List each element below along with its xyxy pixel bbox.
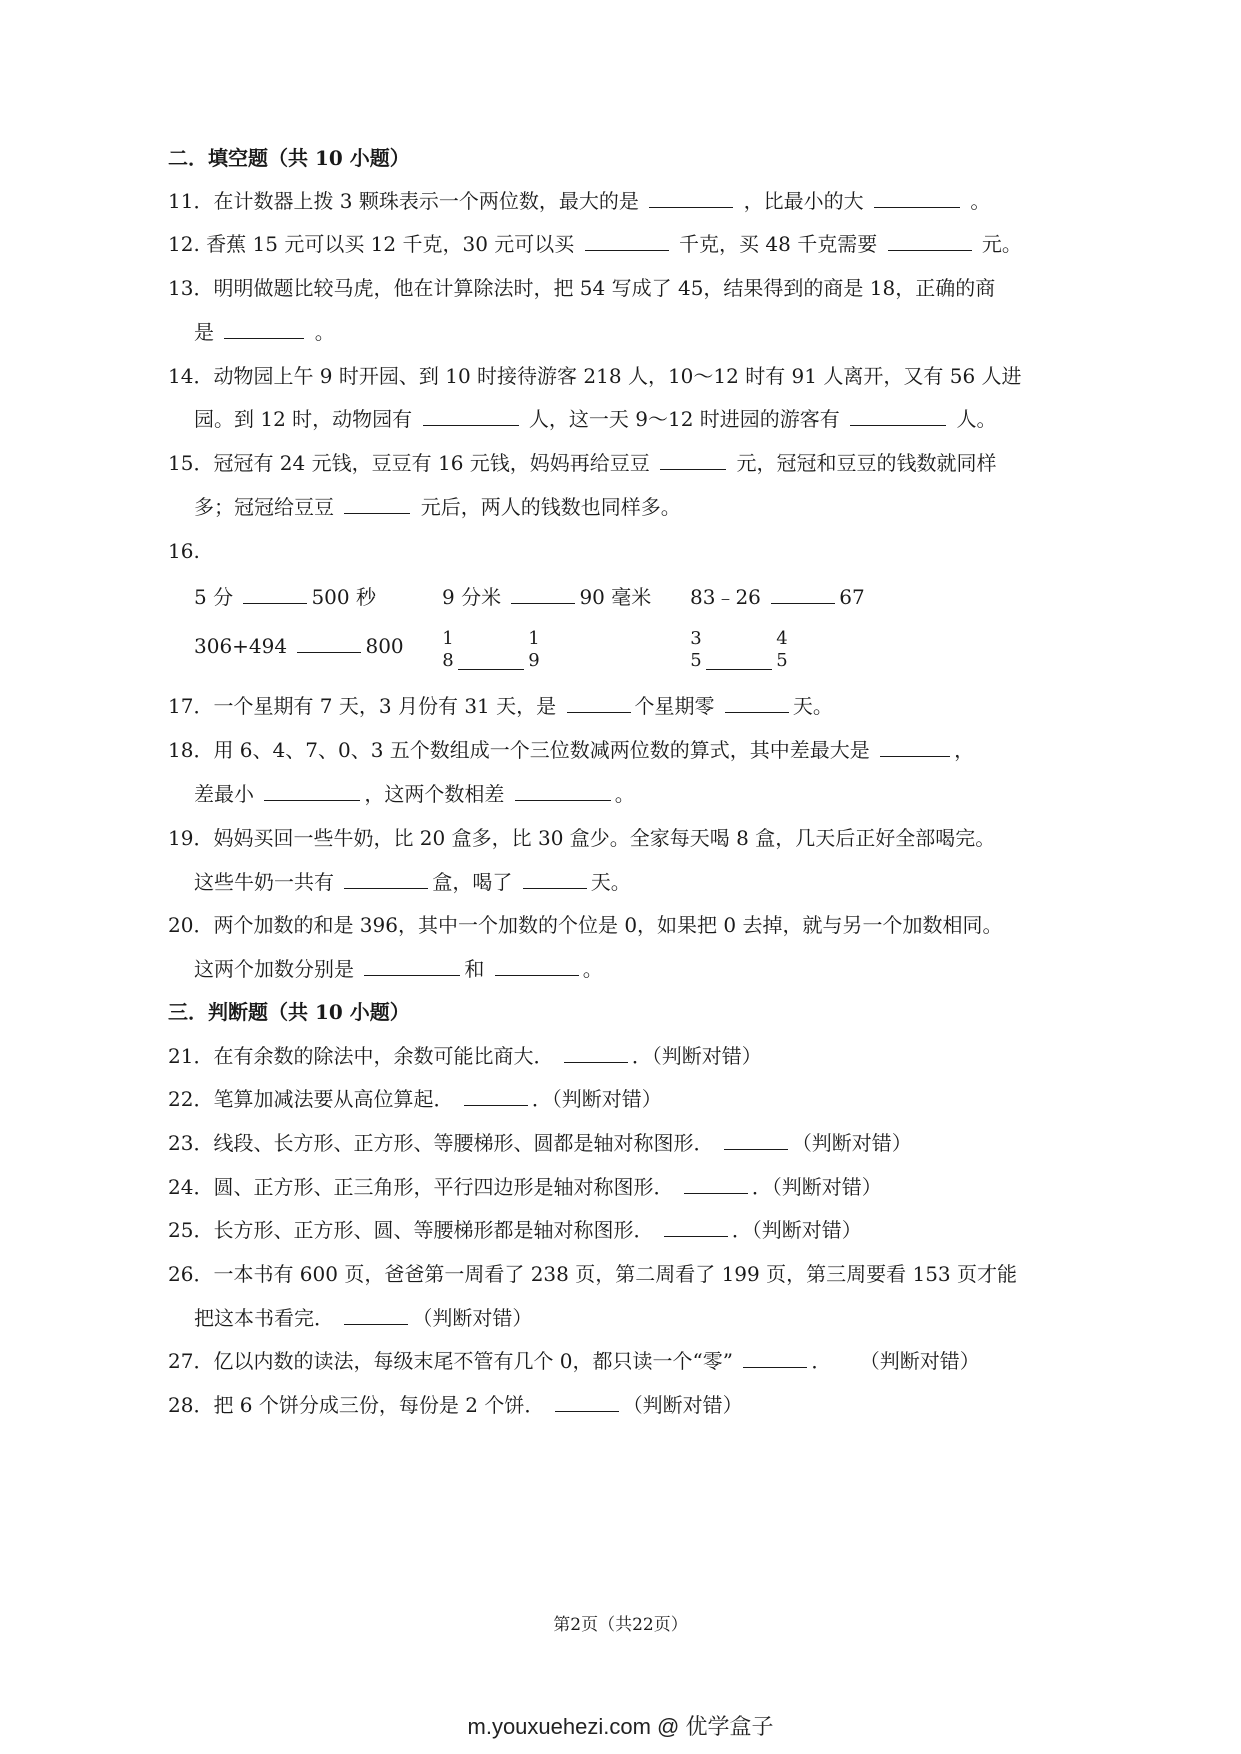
q19-blank-2[interactable] [523, 870, 587, 889]
q16-compare-5 [440, 628, 542, 680]
q12-text-c: 元。 [981, 232, 1022, 256]
q21-text-b: ．（判断对错） [631, 1044, 762, 1068]
q18-text-e: 。 [614, 782, 635, 806]
q16-blank-4[interactable] [297, 634, 361, 653]
q11-blank-2[interactable] [874, 189, 960, 208]
q18-blank-1[interactable] [880, 738, 950, 757]
section-3-heading: 三．判断题（共 10 小题） [168, 1000, 410, 1024]
q21-blank[interactable] [564, 1044, 628, 1063]
question-17 [168, 693, 833, 719]
q16-c4-right: 800 [365, 634, 404, 658]
q27-text-c: （判断对错） [859, 1349, 980, 1373]
q25-text-b: ．（判断对错） [731, 1218, 862, 1242]
q18-blank-2[interactable] [264, 782, 360, 801]
q12-text-b: 千克，买 48 千克需要 [679, 232, 878, 256]
q23-blank[interactable] [724, 1131, 788, 1150]
question-15-line-1 [168, 450, 997, 476]
q16-c2-right: 90 毫米 [579, 585, 652, 609]
q14-text-d: 人。 [956, 407, 997, 431]
question-14-line-1: 14．动物园上午 9 时开园、到 10 时接待游客 218 人，10～12 时有 91 人离开，又有 56 人进 [168, 364, 1022, 388]
q16-blank-3[interactable] [771, 585, 835, 604]
q16-fraction-2 [526, 628, 542, 672]
q16-c1-right: 500 秒 [311, 585, 376, 609]
q12-blank-1[interactable] [585, 232, 669, 251]
q16-blank-1[interactable] [243, 585, 307, 604]
q18-blank-3[interactable] [515, 782, 611, 801]
q19-text-d: 天。 [590, 870, 631, 894]
q18-text-c: 差最小 [194, 782, 254, 806]
q15-text-d: 元后，两人的钱数也同样多。 [420, 495, 681, 519]
q19-text-c: 盒，喝了 [432, 870, 513, 894]
question-26-line-1: 26．一本书有 600 页，爸爸第一周看了 238 页，第二周看了 199 页，第三周要看 153 页才能 [168, 1262, 1018, 1286]
q16-compare-3 [690, 584, 865, 610]
question-20-line-1: 20．两个加数的和是 396，其中一个加数的个位是 0，如果把 0 去掉，就与另一个加数相同。 [168, 913, 1003, 937]
page-footer: 第2页（共22页） [553, 1615, 688, 1635]
q16-blank-2[interactable] [511, 585, 575, 604]
q15-text-c: 多；冠冠给豆豆 [194, 495, 334, 519]
question-27 [168, 1348, 980, 1374]
q19-text-b: 这些牛奶一共有 [194, 870, 334, 894]
q16-compare-1 [194, 584, 376, 610]
q17-text-c: 天。 [792, 694, 833, 718]
q14-text-b: 园。到 12 时，动物园有 [194, 407, 413, 431]
q16-compare-2 [442, 584, 651, 610]
q14-blank-2[interactable] [850, 407, 946, 426]
q16-compare-4 [194, 633, 404, 659]
q12-blank-2[interactable] [888, 232, 972, 251]
question-25 [168, 1217, 862, 1243]
q16-blank-6[interactable] [706, 669, 772, 670]
q11-blank-1[interactable] [649, 189, 733, 208]
q22-text-a: 22．笔算加减法要从高位算起． [168, 1087, 454, 1111]
q18-text-a: 18．用 6、4、7、0、3 五个数组成一个三位数减两位数的算式，其中差最大是 [168, 738, 870, 762]
question-23 [168, 1130, 912, 1156]
q20-text-b: 这两个加数分别是 [194, 957, 354, 981]
q17-blank-1[interactable] [567, 694, 631, 713]
question-13-line-2 [194, 319, 335, 345]
q14-blank-1[interactable] [423, 407, 519, 426]
q23-text-a: 23．线段、长方形、正方形、等腰梯形、圆都是轴对称图形． [168, 1131, 714, 1155]
question-13-line-1: 13．明明做题比较马虎，他在计算除法时，把 54 写成了 45，结果得到的商是 18，正确的商 [168, 276, 996, 300]
q16-fraction-3 [688, 628, 704, 672]
question-15-line-2 [194, 494, 681, 520]
q28-text-b: （判断对错） [622, 1393, 743, 1417]
q11-text-b: ，比最小的大 [743, 189, 864, 213]
q17-text-a: 17．一个星期有 7 天，3 月份有 31 天，是 [168, 694, 557, 718]
question-19-line-1: 19．妈妈买回一些牛奶，比 20 盒多，比 30 盒少。全家每天喝 8 盒，几天后正好全部喝完。 [168, 826, 996, 850]
q16-c2-left: 9 分米 [442, 585, 502, 609]
q11-text-a: 11．在计数器上拨 3 颗珠表示一个两位数，最大的是 [168, 189, 639, 213]
q13-text-c: 。 [314, 320, 335, 344]
q12-text-a: 12. 香蕉 15 元可以买 12 千克，30 元可以买 [168, 232, 575, 256]
question-12 [168, 231, 1022, 257]
question-21 [168, 1043, 762, 1069]
q15-text-a: 15．冠冠有 24 元钱，豆豆有 16 元钱，妈妈再给豆豆 [168, 451, 650, 475]
q23-text-b: （判断对错） [791, 1131, 912, 1155]
q13-text-b: 是 [194, 320, 214, 344]
q20-blank-1[interactable] [364, 957, 460, 976]
watermark-text: m.youxuehezi.com @ 优学盒子 [467, 1714, 774, 1739]
q20-text-d: 。 [582, 957, 603, 981]
q20-blank-2[interactable] [495, 957, 579, 976]
q14-text-c: 人，这一天 9～12 时进园的游客有 [528, 407, 840, 431]
q16-fraction-2-numerator: 1 [528, 628, 540, 649]
q18-text-b: ， [954, 738, 975, 762]
q28-blank[interactable] [555, 1393, 619, 1412]
q15-text-b: 元，冠冠和豆豆的钱数就同样 [736, 451, 997, 475]
q26-text-c: （判断对错） [412, 1306, 533, 1330]
q16-c4-left: 306+494 [194, 634, 288, 658]
q16-fraction-1-numerator: 1 [442, 628, 454, 649]
q15-blank-2[interactable] [344, 495, 410, 514]
q22-blank[interactable] [464, 1087, 528, 1106]
q27-blank[interactable] [743, 1349, 807, 1368]
question-18-line-1 [168, 737, 974, 763]
q16-c3-right: 67 [839, 585, 865, 609]
q16-fraction-4 [774, 628, 790, 672]
q16-c1-left: 5 分 [194, 585, 234, 609]
q19-blank-1[interactable] [344, 870, 428, 889]
question-26-line-2 [194, 1305, 532, 1331]
question-22 [168, 1086, 662, 1112]
question-18-line-2 [194, 781, 635, 807]
q18-text-d: ，这两个数相差 [364, 782, 505, 806]
q16-compare-6 [688, 628, 790, 680]
q25-blank[interactable] [664, 1218, 728, 1237]
q28-text-a: 28．把 6 个饼分成三份，每份是 2 个饼． [168, 1393, 545, 1417]
q15-blank-1[interactable] [660, 451, 726, 470]
q16-fraction-3-numerator: 3 [690, 628, 702, 649]
question-28 [168, 1392, 743, 1418]
question-14-line-2 [194, 406, 997, 432]
q27-text-b: ． [811, 1349, 832, 1373]
q13-blank-1[interactable] [224, 320, 304, 339]
question-11 [168, 188, 990, 214]
q17-blank-2[interactable] [725, 694, 789, 713]
q24-text-b: ．（判断对错） [751, 1175, 882, 1199]
q24-blank[interactable] [684, 1175, 748, 1194]
q26-blank[interactable] [344, 1306, 408, 1325]
q16-fraction-1-denominator: 8 [442, 650, 454, 671]
question-20-line-2 [194, 956, 603, 982]
q16-fraction-4-numerator: 4 [776, 628, 788, 649]
q16-fraction-2-denominator: 9 [528, 650, 540, 671]
q17-text-b: 个星期零 [634, 694, 715, 718]
q16-fraction-4-denominator: 5 [776, 650, 788, 671]
q21-text-a: 21．在有余数的除法中，余数可能比商大． [168, 1044, 554, 1068]
question-24 [168, 1174, 882, 1200]
q25-text-a: 25．长方形、正方形、圆、等腰梯形都是轴对称图形． [168, 1218, 654, 1242]
question-16-number: 16. [168, 539, 200, 563]
q22-text-b: ．（判断对错） [531, 1087, 662, 1111]
q16-fraction-3-denominator: 5 [690, 650, 702, 671]
q11-text-c: 。 [970, 189, 991, 213]
q27-text-a: 27．亿以内数的读法，每级末尾不管有几个 0，都只读一个“零” [168, 1349, 733, 1373]
q16-blank-5[interactable] [458, 669, 524, 670]
q20-text-c: 和 [464, 957, 485, 981]
section-2-heading: 二．填空题（共 10 小题） [168, 146, 410, 170]
q24-text-a: 24．圆、正方形、正三角形，平行四边形是轴对称图形． [168, 1175, 674, 1199]
q16-fraction-1 [440, 628, 456, 672]
question-19-line-2 [194, 869, 631, 895]
q16-c3-left: 83﹣26 [690, 585, 761, 609]
q26-text-b: 把这本书看完． [194, 1306, 334, 1330]
